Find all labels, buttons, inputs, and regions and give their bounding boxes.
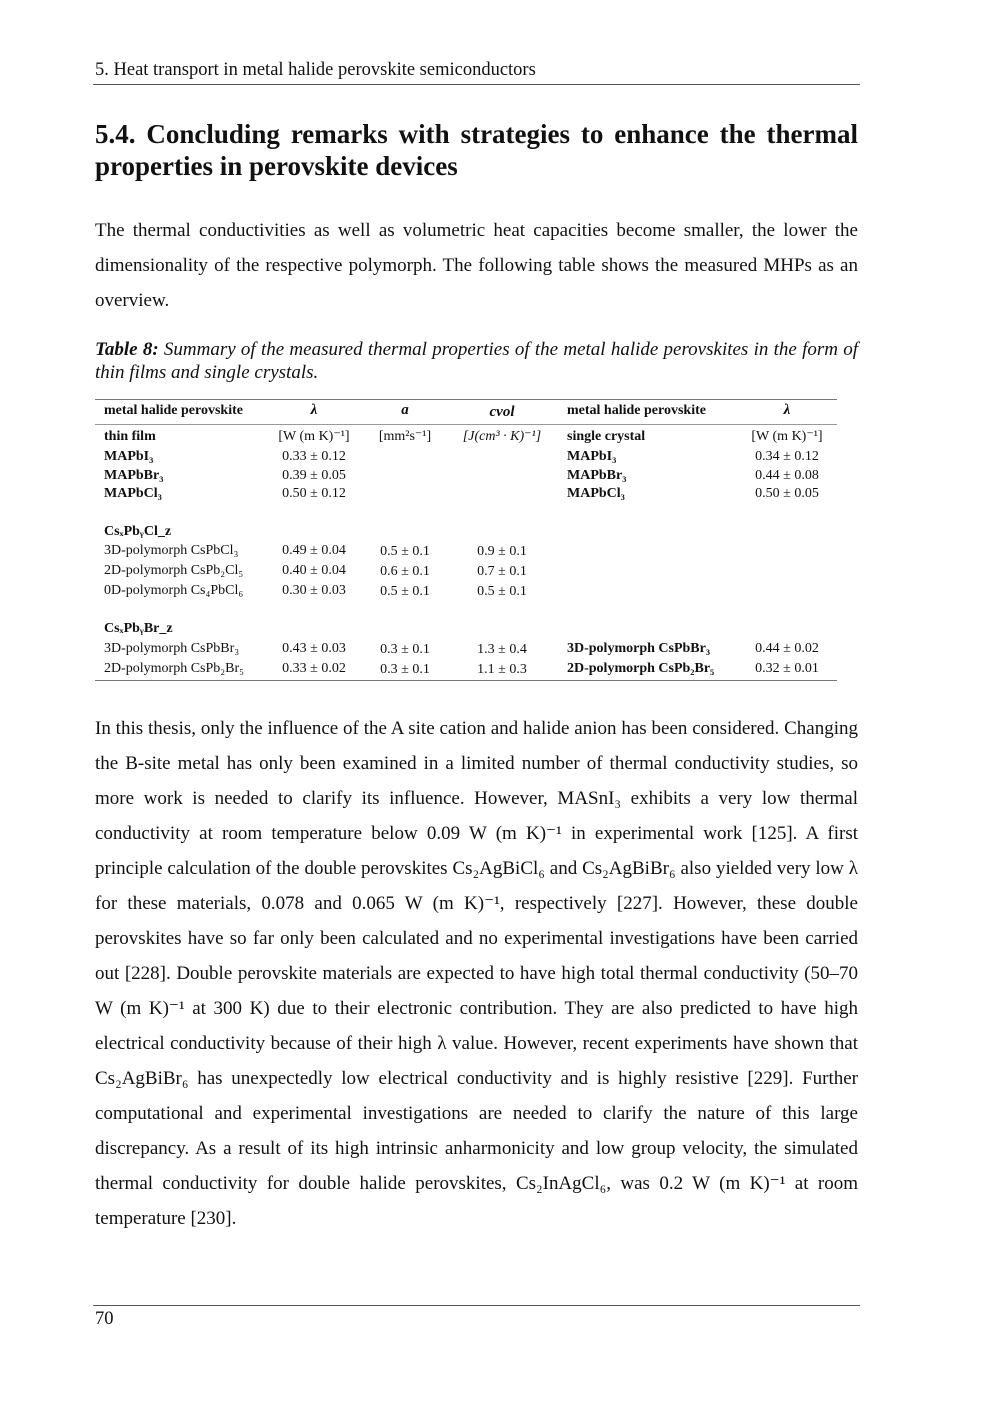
row-sc-lambda: 0.32 ± 0.01	[755, 661, 819, 676]
header-lambda: λ	[310, 402, 318, 418]
row-lambda: 0.30 ± 0.03	[282, 583, 346, 598]
unit-diffusivity: [mm²s⁻¹]	[378, 429, 432, 444]
section-title: 5.4. Concluding remarks with strategies to enhance the thermal properties in perovskite devices	[95, 119, 858, 181]
row-cvol: 0.7 ± 0.1	[477, 564, 527, 579]
row-material: 0D-polymorph Cs₄PbCl₆	[104, 583, 244, 598]
header-lambda-single-crystal: λ	[783, 402, 791, 418]
row-sc-material: 2D-polymorph CsPb₂Br₅	[567, 661, 715, 676]
row-material: MAPbCl₃	[104, 486, 162, 501]
row-material: MAPbBr₃	[104, 468, 164, 483]
row-lambda: 0.50 ± 0.12	[282, 486, 346, 501]
table-caption-label: Table 8:	[95, 339, 159, 360]
row-material: MAPbI₃	[104, 449, 154, 464]
row-cvol: 0.5 ± 0.1	[477, 584, 527, 599]
row-lambda: 0.33 ± 0.02	[282, 661, 346, 676]
row-sc-lambda: 0.44 ± 0.02	[755, 641, 819, 656]
row-sc-material: 3D-polymorph CsPbBr₃	[567, 641, 711, 656]
unit-thin-film: thin film	[104, 429, 156, 444]
row-diffusivity: 0.5 ± 0.1	[380, 544, 430, 559]
intro-paragraph: The thermal conductivities as well as volumetric heat capacities become smaller, the lower the dimensionality of the respective polymorph. The following table shows the measured MHPs as an overview.	[95, 220, 858, 311]
row-diffusivity: 0.3 ± 0.1	[380, 642, 430, 657]
row-material: 2D-polymorph CsPb₂Cl₅	[104, 563, 244, 578]
unit-lambda: [W (m K)⁻¹]	[278, 429, 350, 444]
table-caption-text: Summary of the measured thermal properties of the metal halide perovskites in the form of thin films and single crystals.	[95, 339, 858, 383]
page-number: 70	[95, 1309, 114, 1329]
row-material: 2D-polymorph CsPb₂Br₅	[104, 661, 245, 676]
group-heading-bromides: CsₓPbᵧBr_z	[104, 621, 173, 636]
header-material-thin-film: metal halide perovskite	[104, 403, 243, 418]
row-diffusivity: 0.6 ± 0.1	[380, 564, 430, 579]
unit-single-crystal: single crystal	[567, 429, 646, 444]
row-material: 3D-polymorph CsPbCl₃	[104, 543, 239, 558]
row-cvol: 1.1 ± 0.3	[477, 662, 527, 677]
running-header: 5. Heat transport in metal halide perovskite semiconductors	[95, 60, 536, 80]
group-heading-chlorides: CsₓPbᵧCl_z	[104, 524, 172, 539]
table-top-rule	[95, 399, 837, 400]
row-lambda: 0.39 ± 0.05	[282, 468, 346, 483]
row-sc-lambda: 0.50 ± 0.05	[755, 486, 819, 501]
row-lambda: 0.33 ± 0.12	[282, 449, 346, 464]
table-caption	[95, 338, 858, 384]
row-sc-material: MAPbCl₃	[567, 486, 625, 501]
header-rule	[93, 84, 860, 85]
row-sc-material: MAPbI₃	[567, 449, 617, 464]
table-bottom-rule	[95, 680, 837, 681]
table-header-rule	[95, 424, 837, 425]
row-diffusivity: 0.3 ± 0.1	[380, 662, 430, 677]
row-lambda: 0.43 ± 0.03	[282, 641, 346, 656]
row-lambda: 0.49 ± 0.04	[282, 543, 346, 558]
header-diffusivity: a	[401, 402, 409, 418]
unit-lambda-single-crystal: [W (m K)⁻¹]	[751, 429, 823, 444]
unit-cvol: [J(cm³ · K)⁻¹]	[462, 429, 542, 444]
row-cvol: 0.9 ± 0.1	[477, 544, 527, 559]
body-paragraph: In this thesis, only the influence of the A site cation and halide anion has been considered. Changing the B-site metal has only been examined in a limited number of thermal conductivity studies, so more work is needed to clarify its influence. However, MASnI₃ exhibits a very low thermal conductivity at room temperature below 0.09 W (m K)⁻¹ in experimental work [125]. A first principle calculation of the double perovskites Cs₂AgBiCl₆ and Cs₂AgBiBr₆ also yielded very low λ for these materials, 0.078 and 0.065 W (m K)⁻¹, respectively [227]. However, these double perovskites have so far only been calculated and no experimental investigations have been carried out [228]. Double perovskite materials are expected to have high total thermal conductivity (50–70 W (m K)⁻¹ at 300 K) due to their electronic contribution. They are also predicted to have high electrical conductivity because of their high λ value. However, recent experiments have shown that Cs₂AgBiBr₆ has unexpectedly low electrical conductivity and is highly resistive [229]. Further computational and experimental investigations are needed to clarify the nature of this large discrepancy. As a result of its high intrinsic anharmonicity and low group velocity, the simulated thermal conductivity for double halide perovskites, Cs₂InAgCl₆, was 0.2 W (m K)⁻¹ at room temperature [230].	[95, 718, 858, 1229]
row-diffusivity: 0.5 ± 0.1	[380, 584, 430, 599]
header-cvol: cvol	[489, 404, 515, 420]
row-sc-lambda: 0.34 ± 0.12	[755, 449, 819, 464]
footer-rule	[93, 1305, 860, 1306]
row-lambda: 0.40 ± 0.04	[282, 563, 346, 578]
row-cvol: 1.3 ± 0.4	[477, 642, 527, 657]
header-material-single-crystal: metal halide perovskite	[567, 403, 706, 418]
row-material: 3D-polymorph CsPbBr₃	[104, 641, 240, 656]
row-sc-lambda: 0.44 ± 0.08	[755, 468, 819, 483]
row-sc-material: MAPbBr₃	[567, 468, 627, 483]
